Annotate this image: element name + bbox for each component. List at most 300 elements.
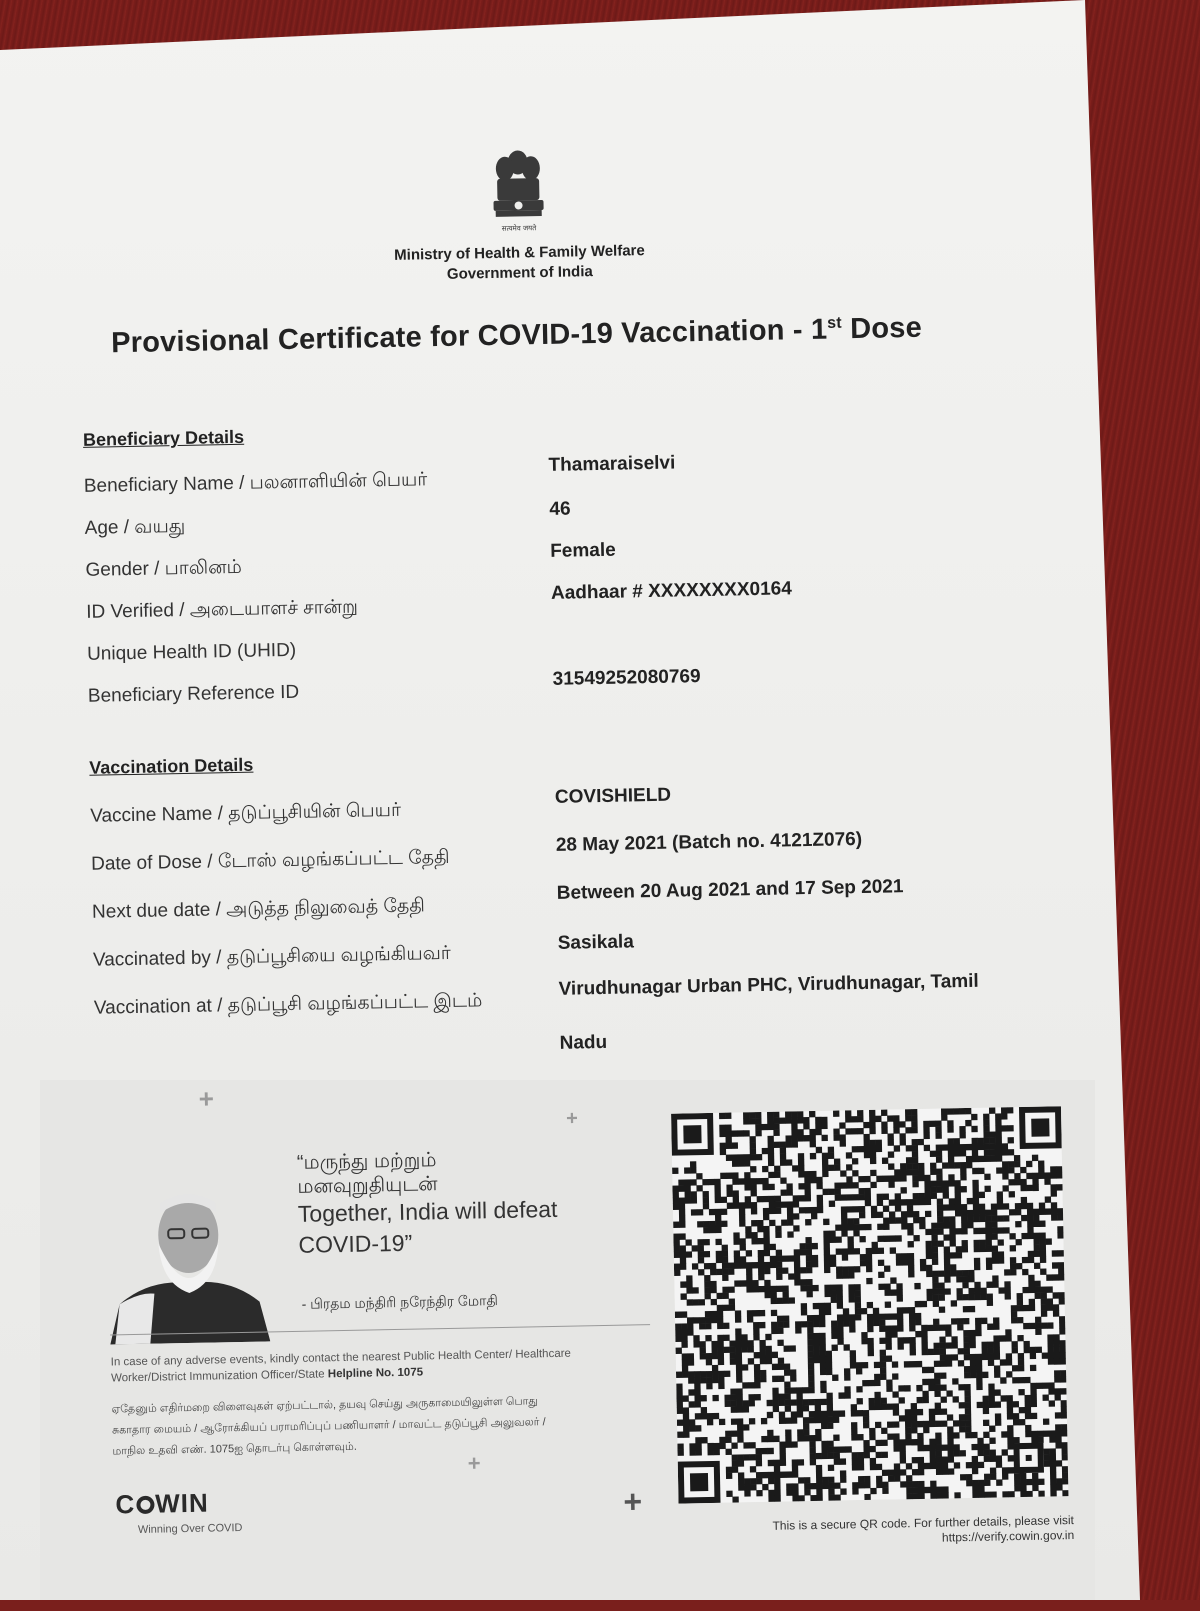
qr-module [960, 1186, 966, 1192]
qr-module [1054, 1376, 1060, 1382]
qr-module [955, 1228, 961, 1234]
qr-module [873, 1320, 879, 1326]
qr-module [778, 1376, 784, 1382]
qr-module [894, 1475, 900, 1481]
qr-module [918, 1175, 924, 1181]
qr-module [1056, 1172, 1062, 1178]
qr-module [1026, 1491, 1032, 1497]
qr-module [740, 1256, 746, 1262]
qr-module [827, 1399, 833, 1405]
qr-module [901, 1211, 907, 1217]
qr-module [779, 1117, 785, 1123]
qr-module [1055, 1442, 1061, 1448]
uhid-label: Unique Health ID (UHID) [86, 639, 297, 665]
qr-module [1050, 1172, 1056, 1178]
qr-module [815, 1117, 821, 1123]
qr-module [980, 1246, 986, 1252]
qr-module [791, 1417, 797, 1423]
qr-module [930, 1151, 936, 1157]
qr-module [740, 1244, 746, 1250]
qr-module [883, 1236, 889, 1242]
qr-module [762, 1148, 768, 1154]
qr-module [725, 1137, 731, 1143]
qr-module [1038, 1161, 1044, 1167]
qr-module [824, 1291, 830, 1297]
qr-module [751, 1232, 757, 1238]
qr-module [918, 1469, 924, 1475]
qr-module [991, 1233, 997, 1239]
qr-module [693, 1335, 699, 1341]
qr-module [899, 1397, 905, 1403]
national-emblem-icon [484, 144, 552, 235]
qr-module [941, 1114, 947, 1120]
qr-module [682, 1395, 688, 1401]
qr-module [721, 1221, 727, 1227]
qr-module [989, 1131, 995, 1137]
qr-module [965, 1414, 971, 1420]
qr-module [743, 1112, 749, 1118]
qr-module [803, 1429, 809, 1435]
qr-module [744, 1178, 750, 1184]
qr-module [769, 1196, 775, 1202]
qr-module [758, 1286, 764, 1292]
qr-module [964, 1354, 970, 1360]
qr-module [912, 1493, 918, 1499]
qr-module [883, 1206, 889, 1212]
qr-module [779, 1442, 785, 1448]
qr-module [960, 1450, 966, 1456]
qr-module [773, 1400, 779, 1406]
qr-module [845, 1110, 851, 1116]
qr-module [994, 1365, 1000, 1371]
qr-module [1009, 1209, 1015, 1215]
qr-module [783, 1297, 789, 1303]
qr-module [888, 1469, 894, 1475]
qr-module [903, 1307, 909, 1313]
qr-module [948, 1456, 954, 1462]
qr-module [833, 1435, 839, 1441]
emblem-caption: सत्यमेव जयते [501, 224, 537, 233]
qr-module [834, 1453, 840, 1459]
qr-module [672, 1186, 678, 1192]
qr-module [791, 1399, 797, 1405]
qr-module [804, 1489, 810, 1495]
qr-caption-line1: This is a secure QR code. For further details, please visit [772, 1513, 1075, 1533]
qr-module [743, 1400, 749, 1406]
qr-module [905, 1433, 911, 1439]
qr-module [698, 1269, 704, 1275]
qr-module [867, 1320, 873, 1326]
qr-module [764, 1286, 770, 1292]
qr-module [964, 1348, 970, 1354]
qr-module [1002, 1161, 1008, 1167]
qr-module [987, 1294, 993, 1300]
qr-module [986, 1282, 992, 1288]
qr-module [793, 1201, 799, 1207]
qr-module [750, 1466, 756, 1472]
qr-module [997, 1227, 1003, 1233]
qr-module [805, 1189, 811, 1195]
qr-module [882, 1452, 888, 1458]
qr-module [936, 1156, 942, 1162]
qr-module [776, 1268, 782, 1274]
qr-module [869, 1398, 875, 1404]
advisory-tamil-line3: மாநில உதவி எண். 1075ஐ தொடர்பு கொள்ளவும். [112, 1440, 358, 1458]
qr-module [770, 1262, 776, 1268]
qr-module [824, 1267, 830, 1273]
qr-module [725, 1131, 731, 1137]
qr-module [1025, 1395, 1031, 1401]
qr-module [976, 1366, 982, 1372]
qr-module [963, 1330, 969, 1336]
qr-module [1057, 1226, 1063, 1232]
qr-module [744, 1160, 750, 1166]
qr-module [817, 1195, 823, 1201]
qr-module [852, 1170, 858, 1176]
qr-module [929, 1421, 935, 1427]
qr-module [952, 1354, 958, 1360]
qr-module [1014, 1161, 1020, 1167]
qr-module [798, 1495, 804, 1501]
qr-module [742, 1346, 748, 1352]
qr-module [700, 1353, 706, 1359]
qr-module [722, 1275, 728, 1281]
qr-module [874, 1380, 880, 1386]
qr-module [726, 1155, 732, 1161]
qr-module [751, 1238, 757, 1244]
qr-module [831, 1327, 837, 1333]
qr-module [961, 1210, 967, 1216]
qr-module [885, 1302, 891, 1308]
qr-module [746, 1250, 752, 1256]
qr-module [929, 1121, 935, 1127]
qr-module [969, 1330, 975, 1336]
qr-module [973, 1216, 979, 1222]
qr-module [963, 1342, 969, 1348]
qr-module [1050, 1478, 1056, 1484]
qr-module [788, 1255, 794, 1261]
qr-module [967, 1222, 973, 1228]
qr-module [739, 1208, 745, 1214]
qr-module [676, 1348, 682, 1354]
qr-module [686, 1275, 692, 1281]
qr-module [797, 1435, 803, 1441]
qr-module [875, 1440, 881, 1446]
qr-module [870, 1152, 876, 1158]
qr-module [851, 1128, 857, 1134]
qr-module [966, 1144, 972, 1150]
qr-module [678, 1179, 684, 1185]
qr-module [755, 1112, 761, 1118]
qr-module [950, 1240, 956, 1246]
qr-module [1036, 1347, 1042, 1353]
qr-module [833, 1411, 839, 1417]
qr-module [839, 1134, 845, 1140]
qr-module [815, 1435, 821, 1441]
qr-module [1026, 1479, 1032, 1485]
qr-module [851, 1410, 857, 1416]
prime-minister-photo [107, 1171, 270, 1344]
qr-module [1007, 1107, 1013, 1113]
qr-module [899, 1133, 905, 1139]
qr-module [758, 1250, 764, 1256]
qr-module [792, 1465, 798, 1471]
qr-module [972, 1492, 978, 1498]
qr-module [823, 1219, 829, 1225]
qr-module [1057, 1232, 1063, 1238]
qr-module [1011, 1305, 1017, 1311]
qr-module [961, 1216, 967, 1222]
qr-module [785, 1117, 791, 1123]
qr-module [984, 1156, 990, 1162]
qr-module [750, 1142, 756, 1148]
qr-module [787, 1231, 793, 1237]
qr-module [792, 1483, 798, 1489]
qr-module [950, 1270, 956, 1276]
qr-module [753, 1310, 759, 1316]
qr-module [695, 1413, 701, 1419]
qr-module [1007, 1425, 1013, 1431]
qr-module [725, 1113, 731, 1119]
gender-label: Gender / பாலினம் [85, 556, 243, 581]
qr-module [750, 1184, 756, 1190]
qr-module [900, 1457, 906, 1463]
qr-module [851, 1404, 857, 1410]
qr-module [891, 1313, 897, 1319]
qr-module [969, 1306, 975, 1312]
qr-module [798, 1477, 804, 1483]
qr-module [830, 1261, 836, 1267]
dose-date-label: Date of Dose / டோஸ் வழங்கப்பட்ட தேதி [90, 846, 450, 875]
qr-module [756, 1472, 762, 1478]
qr-module [987, 1324, 993, 1330]
qr-module [843, 1320, 849, 1326]
qr-module [1053, 1304, 1059, 1310]
qr-module [819, 1309, 825, 1315]
qr-module [912, 1169, 918, 1175]
qr-module [915, 1301, 921, 1307]
qr-module [795, 1327, 801, 1333]
title-main: Provisional Certificate for COVID-19 Vaccination - 1 [110, 313, 828, 360]
qr-module [1027, 1203, 1033, 1209]
qr-module [866, 1278, 872, 1284]
qr-module [1046, 1238, 1052, 1244]
qr-module [835, 1236, 841, 1242]
qr-module [823, 1189, 829, 1195]
qr-module [1053, 1310, 1059, 1316]
qr-module [926, 1271, 932, 1277]
qr-module [812, 1261, 818, 1267]
qr-module [760, 1376, 766, 1382]
advisory-english-text: In case of any adverse events, kindly contact the nearest Public Health Center/ Healthcare Worker/District Immunization Officer/State [110, 1347, 572, 1385]
qr-module [1033, 1209, 1039, 1215]
qr-module [774, 1496, 780, 1502]
qr-module [717, 1305, 723, 1311]
qr-module [763, 1214, 769, 1220]
qr-module [784, 1363, 790, 1369]
qr-module [905, 1115, 911, 1121]
qr-module [827, 1417, 833, 1423]
qr-module [880, 1374, 886, 1380]
qr-module [772, 1388, 778, 1394]
qr-module [688, 1353, 694, 1359]
qr-module [828, 1495, 834, 1501]
qr-module [761, 1418, 767, 1424]
qr-module [930, 1169, 936, 1175]
qr-module [1045, 1208, 1051, 1214]
qr-module [854, 1266, 860, 1272]
qr-module [934, 1385, 940, 1391]
qr-module [677, 1450, 683, 1456]
qr-module [932, 1289, 938, 1295]
qr-module [841, 1206, 847, 1212]
qr-module [1031, 1437, 1037, 1443]
qr-module [815, 1399, 821, 1405]
qr-module [863, 1440, 869, 1446]
qr-module [1058, 1262, 1064, 1268]
qr-module [737, 1418, 743, 1424]
qr-module [713, 1413, 719, 1419]
qr-module [994, 1371, 1000, 1377]
qr-module [855, 1302, 861, 1308]
qr-module [711, 1299, 717, 1305]
qr-module [912, 1469, 918, 1475]
qr-module [929, 1415, 935, 1421]
qr-module [936, 1487, 942, 1493]
qr-module [733, 1190, 739, 1196]
qr-module [966, 1156, 972, 1162]
qr-module [821, 1447, 827, 1453]
qr-module [1059, 1340, 1065, 1346]
qr-module [683, 1425, 689, 1431]
qr-module [760, 1358, 766, 1364]
qr-module [740, 1262, 746, 1268]
qr-module [700, 1371, 706, 1377]
qr-module [697, 1209, 703, 1215]
qr-module [1054, 1358, 1060, 1364]
qr-module [717, 1341, 723, 1347]
qr-module [956, 1252, 962, 1258]
qr-module [733, 1202, 739, 1208]
qr-module [727, 1191, 733, 1197]
qr-module [915, 1313, 921, 1319]
qr-module [1040, 1287, 1046, 1293]
qr-module [1052, 1250, 1058, 1256]
qr-module [1020, 1473, 1026, 1479]
qr-module [975, 1324, 981, 1330]
qr-module [1002, 1449, 1008, 1455]
qr-module [798, 1459, 804, 1465]
qr-module [1030, 1365, 1036, 1371]
qr-module [978, 1486, 984, 1492]
qr-module [910, 1361, 916, 1367]
qr-module [858, 1452, 864, 1458]
qr-module [780, 1177, 786, 1183]
qr-module [805, 1195, 811, 1201]
qr-module [735, 1328, 741, 1334]
qr-module [992, 1251, 998, 1257]
qr-module [886, 1379, 892, 1385]
qr-module [931, 1193, 937, 1199]
qr-module [767, 1400, 773, 1406]
qr-module [965, 1432, 971, 1438]
qr-module [775, 1208, 781, 1214]
qr-module [822, 1453, 828, 1459]
qr-module [681, 1335, 687, 1341]
qr-module [870, 1182, 876, 1188]
qr-module [736, 1358, 742, 1364]
qr-module [1007, 1431, 1013, 1437]
qr-module [948, 1450, 954, 1456]
qr-module [831, 1333, 837, 1339]
qr-module [1017, 1317, 1023, 1323]
qr-module [821, 1135, 827, 1141]
qr-verify-link[interactable]: https://verify.cowin.gov.in [941, 1528, 1075, 1545]
qr-module [921, 1331, 927, 1337]
qr-module [947, 1120, 953, 1126]
qr-module [881, 1128, 887, 1134]
qr-module [809, 1135, 815, 1141]
qr-module [908, 1265, 914, 1271]
qr-module [852, 1158, 858, 1164]
qr-module [980, 1240, 986, 1246]
qr-module [992, 1257, 998, 1263]
qr-module [875, 1422, 881, 1428]
qr-module [1047, 1334, 1053, 1340]
qr-module [877, 1224, 883, 1230]
qr-module [1009, 1191, 1015, 1197]
qr-module [810, 1453, 816, 1459]
qr-module [989, 1402, 995, 1408]
qr-module [733, 1232, 739, 1238]
qr-module [824, 1243, 830, 1249]
qr-module [983, 1114, 989, 1120]
qr-module [768, 1472, 774, 1478]
qr-module [787, 1189, 793, 1195]
qr-module [923, 1121, 929, 1127]
qr-module [788, 1273, 794, 1279]
qr-module [936, 1463, 942, 1469]
qr-module [938, 1270, 944, 1276]
qr-module [875, 1398, 881, 1404]
qr-module [1032, 1185, 1038, 1191]
qr-module [1054, 1388, 1060, 1394]
qr-module [737, 1400, 743, 1406]
qr-code[interactable] [671, 1106, 1068, 1503]
qr-module [1055, 1436, 1061, 1442]
qr-module [773, 1406, 779, 1412]
qr-module [808, 1387, 814, 1393]
qr-module [867, 1338, 873, 1344]
qr-module [934, 1379, 940, 1385]
qr-module [1050, 1448, 1056, 1454]
qr-module [853, 1230, 859, 1236]
qr-module [796, 1393, 802, 1399]
qr-module [905, 1415, 911, 1421]
qr-module [993, 1335, 999, 1341]
qr-module [819, 1315, 825, 1321]
qr-module [718, 1371, 724, 1377]
qr-module [1027, 1233, 1033, 1239]
qr-module [1027, 1209, 1033, 1215]
qr-module [738, 1484, 744, 1490]
qr-module [1048, 1388, 1054, 1394]
qr-module [826, 1369, 832, 1375]
qr-module [732, 1466, 738, 1472]
qr-module [762, 1484, 768, 1490]
qr-module [815, 1123, 821, 1129]
qr-module [791, 1129, 797, 1135]
